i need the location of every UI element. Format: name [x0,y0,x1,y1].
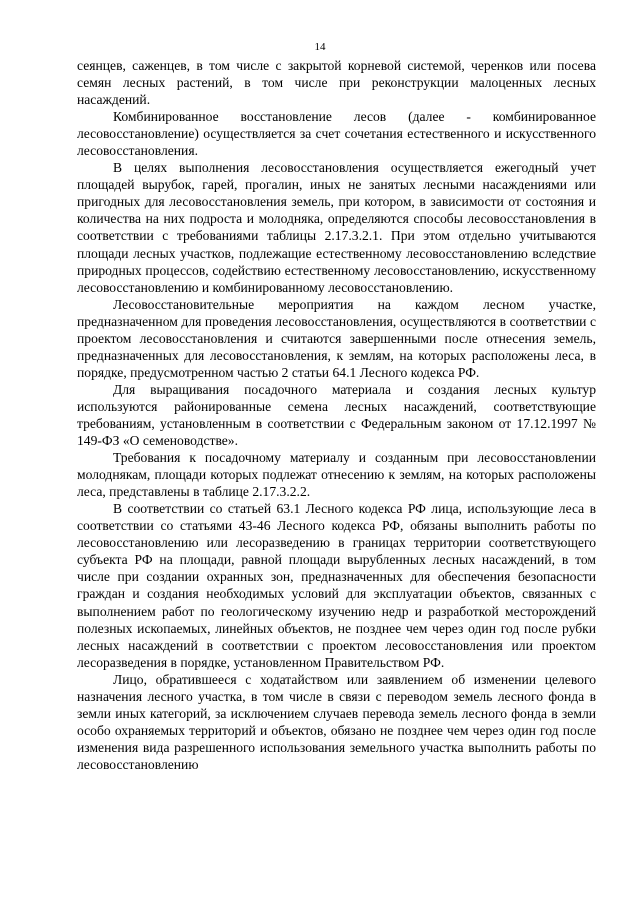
paragraph-seed-material: Для выращивания посадочного материала и создания лесных культур используются районированные семена лесных насаждений, соответствующие требованиям, установленным в соответствии с Федеральным законом от 17.12.1997 № 149-ФЗ «О семеноводстве». [77,381,596,449]
paragraph-planting-requirements: Требования к посадочному материалу и созданным при лесовосстановлении молоднякам, площади которых подлежат отнесению к землям, на которых расположены леса, представлены в таблице 2.17.3.2.2. [77,450,596,500]
paragraph-article-63-1: В соответствии со статьей 63.1 Лесного кодекса РФ лица, использующие леса в соответствии со статьями 43-46 Лесного кодекса РФ, обязаны выполнить работы по лесовосстановлению или лесоразведению в границах территории соответствующего субъекта РФ на площади, равной площади вырубленных лесных насаждений, в том числе при создании охранных зон, предназначенных для обеспечения безопасности граждан и создания необходимых условий для эксплуатации объектов, связанных с выполнением работ по геологическому изучению недр и разработкой месторождений полезных ископаемых, линейных объектов, не позднее чем через один год после рубки лесных насаждений в соответствии с проектом лесовосстановления или проектом лесоразведения в порядке, установленном Правительством РФ. [77,501,596,670]
paragraph-continuation: сеянцев, саженцев, в том числе с закрытой корневой системой, черенков или посева семян лесных растений, в том числе при реконструкции малоценных лесных насаждений. [77,58,596,108]
paragraph-annual-accounting: В целях выполнения лесовосстановления осуществляется ежегодный учет площадей вырубок, гарей, прогалин, иных не занятых лесными насаждениями или пригодных для лесовосстановления земель, при котором, в зависимости от состояния и количества на них подроста и молодняка, определяются способы лесовосстановления в соответствии с требованиями таблицы 2.17.3.2.1. При этом отдельно учитываются площади лесных участков, подлежащие естественному лесовосстановлению вследствие природных процессов, содействию естественному лесовосстановлению, искусственному лесовосстановлению и комбинированному лесовосстановлению. [77,160,596,295]
paragraph-land-purpose-change: Лицо, обратившееся с ходатайством или заявлением об изменении целевого назначения лесного участка, в том числе в связи с переводом земель лесного фонда в земли иных категорий, за исключением случаев перевода земель лесного фонда в земли особо охраняемых территорий и объектов, обязано не позднее чем через один год после изменения вида разрешенного использования земельного участка выполнить работы по лесовосстановлению [77,671,596,772]
page-number: 14 [314,41,326,53]
paragraph-restoration-measures: Лесовосстановительные мероприятия на каждом лесном участке, предназначенном для проведения лесовосстановления, осуществляются в соответствии с проектом лесовосстановления и считаются завершенными после отнесения земель, предназначенных для лесовосстановления, к землям, на которых расположены леса, в порядке, предусмотренном частью 2 статьи 64.1 Лесного кодекса РФ. [77,296,596,380]
body-text [77,57,596,773]
paragraph-combined-restoration: Комбинированное восстановление лесов (далее - комбинированное лесовосстановление) осуществляется за счет сочетания естественного и искусственного лесовосстановления. [77,109,596,159]
